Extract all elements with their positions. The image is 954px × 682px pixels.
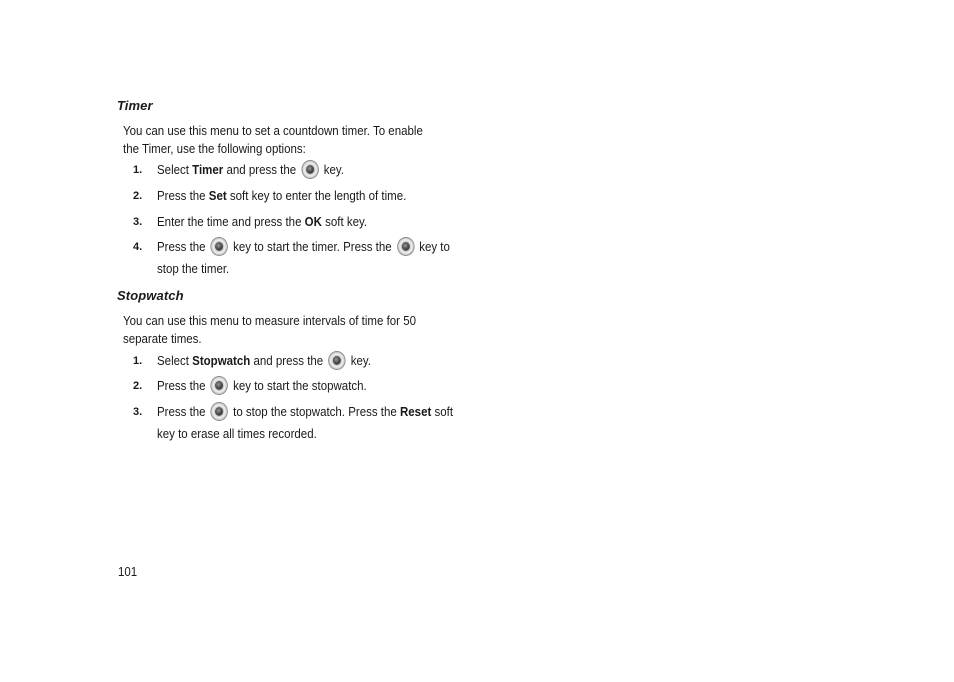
step-text-part: soft key to erase all times recorded.: [157, 405, 454, 441]
step-number: 4.: [133, 241, 143, 253]
step-number: 3.: [133, 216, 143, 228]
step-text-part: Press the: [157, 405, 209, 419]
step-text: [157, 236, 461, 280]
step-text-part: Press the: [157, 379, 209, 393]
step-text-part: key to start the timer. Press the: [229, 240, 395, 254]
step-text: [157, 211, 461, 233]
step-number: 3.: [133, 406, 143, 418]
step-text-part: Press the: [157, 240, 209, 254]
navigation-center-key-icon: [398, 238, 414, 255]
step-text-part: and press the: [250, 354, 327, 368]
navigation-center-key-icon: [212, 238, 228, 255]
step-text-part: Enter the time and press the: [157, 215, 305, 229]
step-text-part: soft key.: [321, 215, 368, 229]
step-number: 2.: [133, 190, 143, 202]
page-number: 101: [118, 565, 138, 579]
step-text: [157, 185, 461, 207]
step-number: 2.: [133, 380, 143, 392]
step-text-part: to stop the stopwatch. Press the: [229, 405, 400, 419]
step-text: [157, 375, 461, 397]
soft-key-name: OK: [304, 215, 322, 229]
step-text-part: key.: [320, 163, 344, 177]
step-number: 1.: [133, 164, 143, 176]
step-text: [157, 350, 461, 372]
step-text-part: Press the: [157, 189, 209, 203]
step-text-part: key to stop the timer.: [157, 240, 450, 276]
step-text-part: key to start the stopwatch.: [229, 379, 367, 393]
navigation-center-key-icon: [212, 403, 228, 420]
step-text-part: soft key to enter the length of time.: [226, 189, 407, 203]
navigation-center-key-icon: [329, 352, 345, 369]
step-number: 1.: [133, 355, 143, 367]
menu-item-name: Timer: [192, 163, 224, 177]
step-text-part: and press the: [223, 163, 300, 177]
navigation-center-key-icon: [302, 161, 318, 178]
stopwatch-intro: You can use this menu to measure intervals of time for 50 separate times.: [123, 314, 416, 346]
timer-heading: Timer: [117, 98, 153, 113]
soft-key-name: Reset: [399, 405, 432, 419]
stopwatch-heading: Stopwatch: [117, 288, 184, 303]
step-text-part: key.: [347, 354, 372, 368]
step-text: [157, 401, 461, 445]
timer-intro: You can use this menu to set a countdown timer. To enable the Timer, use the following options:: [123, 124, 423, 156]
step-text-part: Select: [157, 163, 193, 177]
menu-item-name: Stopwatch: [192, 354, 251, 368]
navigation-center-key-icon: [212, 377, 228, 394]
step-text: [157, 159, 461, 181]
soft-key-name: Set: [208, 189, 227, 203]
step-text-part: Select: [157, 354, 193, 368]
